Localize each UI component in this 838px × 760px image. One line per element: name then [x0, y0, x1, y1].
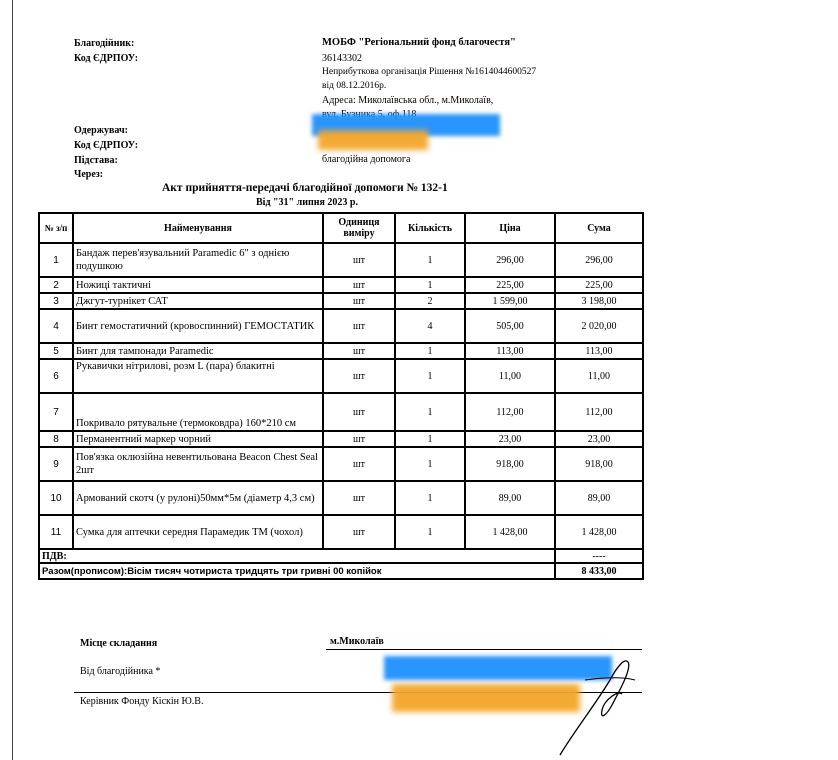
row-unit: шт [323, 293, 395, 309]
row-price: 112,00 [465, 393, 555, 431]
row-number: 4 [39, 309, 73, 343]
row-qty: 1 [395, 515, 465, 549]
row-name: Пов'язка оклюзійна невентильована Beacon Chest Seal 2шт [73, 447, 323, 481]
row-unit: шт [323, 447, 395, 481]
basis-label: Підстава: [74, 155, 118, 166]
row-name: Ножиці тактичні [73, 277, 323, 293]
row-sum: 112,00 [555, 393, 643, 431]
row-price: 1 599,00 [465, 293, 555, 309]
row-qty: 1 [395, 447, 465, 481]
row-sum: 2 020,00 [555, 309, 643, 343]
row-unit: шт [323, 431, 395, 447]
address-line: Адреса: Миколаївська обл., м.Миколаїв, [322, 95, 494, 106]
vat-label: ПДВ: [39, 549, 555, 563]
table-row [39, 431, 643, 447]
row-number: 8 [39, 431, 73, 447]
row-qty: 1 [395, 343, 465, 359]
row-name: Джгут-турнікет САТ [73, 293, 323, 309]
row-sum: 225,00 [555, 277, 643, 293]
act-title: Акт прийняття-передачі благодійної допомоги № 132-1 [162, 182, 448, 194]
total-label: Разом(прописом):Вісім тисяч чотириста тридцять три гривні 00 копійок [39, 563, 555, 579]
recipient-label: Одержувач: [74, 125, 128, 136]
row-name: Перманентний маркер чорний [73, 431, 323, 447]
edrpou-value: 36143302 [322, 53, 362, 64]
table-row [39, 343, 643, 359]
row-sum: 11,00 [555, 359, 643, 393]
head-label: Керівник Фонду Кіскін Ю.В. [80, 696, 204, 707]
date-line: від 08.12.2016р. [322, 81, 387, 91]
header-price: Ціна [465, 213, 555, 243]
row-number: 7 [39, 393, 73, 431]
row-sum: 89,00 [555, 481, 643, 515]
row-sum: 23,00 [555, 431, 643, 447]
items-table [38, 212, 644, 580]
header-quantity: Кількість [395, 213, 465, 243]
row-unit: шт [323, 515, 395, 549]
row-name: Бандаж перев'язувальний Paramedic 6" з однією подушкою [73, 243, 323, 277]
from-benefactor-label: Від благодійника * [80, 666, 161, 677]
benefactor-value: МОБФ "Регіональний фонд благочестя" [322, 37, 516, 48]
place-value: м.Миколаїв [330, 636, 384, 647]
row-sum: 113,00 [555, 343, 643, 359]
table-row [39, 447, 643, 481]
redaction-orange-edrpou [318, 130, 428, 150]
row-unit: шт [323, 481, 395, 515]
row-number: 6 [39, 359, 73, 393]
row-qty: 1 [395, 481, 465, 515]
row-name: Рукавички нітрилові, розм L (пара) блакитні [73, 359, 323, 393]
row-sum: 918,00 [555, 447, 643, 481]
row-qty: 1 [395, 359, 465, 393]
row-qty: 1 [395, 431, 465, 447]
row-name: Бинт для тампонади Paramedic [73, 343, 323, 359]
table-row [39, 277, 643, 293]
header-number: № з/п [39, 213, 73, 243]
table-row [39, 515, 643, 549]
row-number: 5 [39, 343, 73, 359]
row-price: 225,00 [465, 277, 555, 293]
header-sum: Сума [555, 213, 643, 243]
row-name: Бинт гемостатичний (кровоспинний) ГЕМОСТАТИК [73, 309, 323, 343]
signature-line-left [74, 692, 326, 693]
row-number: 2 [39, 277, 73, 293]
table-header-row [39, 213, 643, 243]
table-row [39, 359, 643, 393]
vat-row [39, 549, 643, 563]
act-date: Від "31" липня 2023 р. [256, 197, 358, 208]
row-qty: 4 [395, 309, 465, 343]
row-name: Армований скотч (у рулоні)50мм*5м (діаметр 4,3 см) [73, 481, 323, 515]
row-qty: 1 [395, 277, 465, 293]
row-price: 11,00 [465, 359, 555, 393]
row-number: 10 [39, 481, 73, 515]
total-row [39, 563, 643, 579]
via-label: Через: [74, 169, 104, 180]
row-number: 11 [39, 515, 73, 549]
nonprofit-line: Неприбуткова організація Рішення №1614044600527 [322, 67, 537, 77]
row-price: 113,00 [465, 343, 555, 359]
row-unit: шт [323, 343, 395, 359]
row-qty: 1 [395, 243, 465, 277]
table-row [39, 293, 643, 309]
row-sum: 296,00 [555, 243, 643, 277]
table-row [39, 243, 643, 277]
basis-value: благодійна допомога [322, 154, 411, 165]
row-unit: шт [323, 359, 395, 393]
benefactor-label: Благодійник: [74, 38, 135, 49]
row-qty: 1 [395, 393, 465, 431]
table-row [39, 393, 643, 431]
row-number: 9 [39, 447, 73, 481]
handwritten-signature [540, 650, 650, 760]
total-value: 8 433,00 [555, 563, 643, 579]
row-price: 1 428,00 [465, 515, 555, 549]
row-price: 505,00 [465, 309, 555, 343]
table-row [39, 309, 643, 343]
row-unit: шт [323, 309, 395, 343]
row-name: Покривало рятувальне (термоковдра) 160*210 см [73, 393, 323, 431]
row-unit: шт [323, 243, 395, 277]
row-unit: шт [323, 277, 395, 293]
row-number: 3 [39, 293, 73, 309]
place-label: Місце складання [80, 638, 158, 649]
row-price: 89,00 [465, 481, 555, 515]
edrpou-label: Код ЄДРПОУ: [74, 53, 139, 64]
row-price: 918,00 [465, 447, 555, 481]
row-name: Сумка для аптечки середня Парамедик ТМ (чохол) [73, 515, 323, 549]
row-number: 1 [39, 243, 73, 277]
table-row [39, 481, 643, 515]
row-qty: 2 [395, 293, 465, 309]
row-price: 296,00 [465, 243, 555, 277]
row-unit: шт [323, 393, 395, 431]
recipient-edrpou-label: Код ЄДРПОУ: [74, 140, 139, 151]
vat-value: ---- [555, 549, 643, 563]
row-price: 23,00 [465, 431, 555, 447]
header-name: Найменування [73, 213, 323, 243]
row-sum: 1 428,00 [555, 515, 643, 549]
header-unit: Одиниця виміру [323, 213, 395, 243]
row-sum: 3 198,00 [555, 293, 643, 309]
